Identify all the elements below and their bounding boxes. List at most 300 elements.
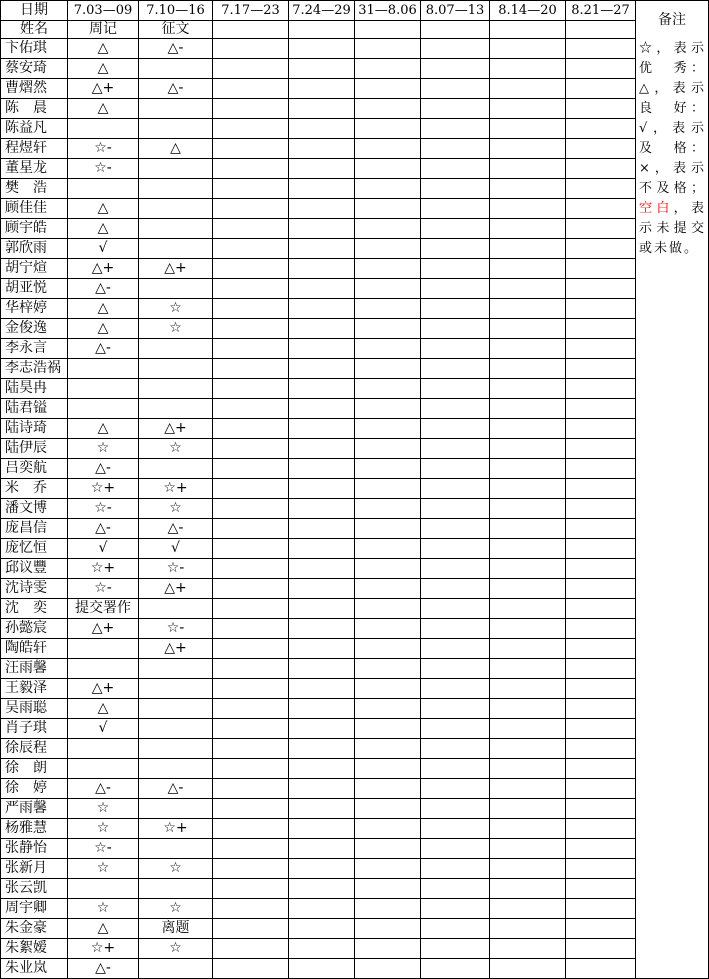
student-name: 华梓婷 — [1, 299, 68, 319]
grade-week-3 — [213, 839, 289, 859]
grade-week-2 — [139, 459, 213, 479]
grade-week-6 — [421, 799, 490, 819]
table-row — [1, 199, 709, 219]
week-header-2: 7.10—16 — [139, 1, 213, 21]
grade-week-8 — [566, 99, 636, 119]
table-row — [1, 679, 709, 699]
grade-week-2: ☆ — [139, 439, 213, 459]
grade-week-6 — [421, 299, 490, 319]
grade-week-7 — [490, 359, 566, 379]
grade-week-1: △- — [68, 779, 139, 799]
grade-week-1: △ — [68, 919, 139, 939]
grade-week-3 — [213, 659, 289, 679]
grade-week-5 — [355, 459, 421, 479]
student-name: 庞忆恒 — [1, 539, 68, 559]
grade-week-2 — [139, 739, 213, 759]
table-row — [1, 779, 709, 799]
grade-week-6 — [421, 99, 490, 119]
student-name: 曹熠然 — [1, 79, 68, 99]
grade-week-1: √ — [68, 719, 139, 739]
grade-week-2 — [139, 359, 213, 379]
grade-week-7 — [490, 299, 566, 319]
grade-week-1: △ — [68, 219, 139, 239]
grade-week-6 — [421, 499, 490, 519]
grade-week-6 — [421, 699, 490, 719]
notes-text: 不及格； — [639, 181, 706, 196]
grade-week-8 — [566, 459, 636, 479]
grade-week-7 — [490, 539, 566, 559]
grade-week-5 — [355, 419, 421, 439]
student-name: 米 乔 — [1, 479, 68, 499]
grade-week-7 — [490, 399, 566, 419]
grade-week-1: ☆ — [68, 859, 139, 879]
grade-week-3 — [213, 459, 289, 479]
grade-week-1 — [68, 359, 139, 379]
notes-line — [639, 179, 706, 199]
grade-week-7 — [490, 899, 566, 919]
grade-week-4 — [289, 319, 355, 339]
table-row — [1, 899, 709, 919]
grade-week-2 — [139, 879, 213, 899]
grade-week-3 — [213, 239, 289, 259]
grade-week-8 — [566, 139, 636, 159]
table-row — [1, 359, 709, 379]
table-row — [1, 139, 709, 159]
grade-week-3 — [213, 619, 289, 639]
table-row — [1, 559, 709, 579]
grade-week-2 — [139, 99, 213, 119]
grade-week-7 — [490, 159, 566, 179]
grade-week-6 — [421, 959, 490, 979]
grade-week-1 — [68, 759, 139, 779]
grade-week-4 — [289, 679, 355, 699]
grade-week-4 — [289, 519, 355, 539]
grade-week-4 — [289, 299, 355, 319]
grade-week-3 — [213, 919, 289, 939]
grade-week-6 — [421, 379, 490, 399]
grade-week-8 — [566, 899, 636, 919]
notes-line — [639, 159, 706, 179]
grade-week-1: △ — [68, 419, 139, 439]
grade-week-4 — [289, 399, 355, 419]
grade-week-4 — [289, 59, 355, 79]
grade-week-7 — [490, 959, 566, 979]
grade-week-4 — [289, 99, 355, 119]
grade-week-2 — [139, 59, 213, 79]
week-header-7: 8.14—20 — [490, 1, 566, 21]
student-name: 李永言 — [1, 339, 68, 359]
grade-week-4 — [289, 919, 355, 939]
student-name: 汪雨馨 — [1, 659, 68, 679]
grade-week-8 — [566, 199, 636, 219]
grade-week-8 — [566, 119, 636, 139]
grade-week-5 — [355, 919, 421, 939]
table-row — [1, 319, 709, 339]
grade-week-6 — [421, 279, 490, 299]
grade-week-1: △- — [68, 519, 139, 539]
week-header-6: 8.07—13 — [421, 1, 490, 21]
grade-week-5 — [355, 159, 421, 179]
grade-week-7 — [490, 559, 566, 579]
student-name: 陈益凡 — [1, 119, 68, 139]
grade-week-6 — [421, 539, 490, 559]
grade-week-5 — [355, 899, 421, 919]
grade-week-4 — [289, 339, 355, 359]
grade-week-5 — [355, 859, 421, 879]
grade-week-1: △+ — [68, 79, 139, 99]
grade-week-3 — [213, 739, 289, 759]
grade-week-8 — [566, 819, 636, 839]
grade-week-1: △ — [68, 199, 139, 219]
grade-week-1: △ — [68, 39, 139, 59]
grade-week-5 — [355, 219, 421, 239]
student-name: 朱业岚 — [1, 959, 68, 979]
grade-week-3 — [213, 119, 289, 139]
week-header-8: 8.21—27 — [566, 1, 636, 21]
grade-week-7 — [490, 519, 566, 539]
grade-week-4 — [289, 639, 355, 659]
grade-week-1: △+ — [68, 679, 139, 699]
grade-week-3 — [213, 299, 289, 319]
table-row — [1, 659, 709, 679]
grade-week-4 — [289, 379, 355, 399]
sub-label-4 — [289, 21, 355, 39]
grade-week-8 — [566, 479, 636, 499]
grade-week-2: ☆+ — [139, 819, 213, 839]
grade-week-4 — [289, 619, 355, 639]
grade-week-2 — [139, 159, 213, 179]
grade-week-7 — [490, 319, 566, 339]
grade-week-1: △- — [68, 959, 139, 979]
grade-week-4 — [289, 79, 355, 99]
grade-week-7 — [490, 39, 566, 59]
grade-week-7 — [490, 499, 566, 519]
grade-week-5 — [355, 879, 421, 899]
grade-week-5 — [355, 279, 421, 299]
grade-week-3 — [213, 199, 289, 219]
grade-week-3 — [213, 419, 289, 439]
grade-week-3 — [213, 219, 289, 239]
table-row — [1, 939, 709, 959]
notes-line — [639, 139, 706, 159]
table-row — [1, 379, 709, 399]
grade-week-6 — [421, 339, 490, 359]
student-name: 吴雨聪 — [1, 699, 68, 719]
grade-week-3 — [213, 59, 289, 79]
table-row — [1, 579, 709, 599]
grade-week-4 — [289, 599, 355, 619]
table-row — [1, 739, 709, 759]
grade-week-5 — [355, 619, 421, 639]
grade-week-7 — [490, 239, 566, 259]
grade-week-1 — [68, 639, 139, 659]
grade-week-8 — [566, 739, 636, 759]
grade-week-8 — [566, 859, 636, 879]
grade-week-6 — [421, 919, 490, 939]
grade-week-6 — [421, 39, 490, 59]
grade-week-2 — [139, 219, 213, 239]
grade-week-3 — [213, 959, 289, 979]
student-name: 朱金豪 — [1, 919, 68, 939]
grade-week-4 — [289, 459, 355, 479]
grade-week-6 — [421, 139, 490, 159]
grade-week-5 — [355, 499, 421, 519]
table-row — [1, 99, 709, 119]
grade-week-3 — [213, 699, 289, 719]
grade-week-6 — [421, 819, 490, 839]
grade-week-2: △+ — [139, 419, 213, 439]
grade-week-5 — [355, 699, 421, 719]
grade-week-7 — [490, 619, 566, 639]
grade-week-3 — [213, 279, 289, 299]
grade-week-5 — [355, 639, 421, 659]
grade-week-6 — [421, 899, 490, 919]
notes-text: 示未提交 — [639, 221, 706, 236]
student-name: 蔡安琦 — [1, 59, 68, 79]
sub-label-1: 周记 — [68, 21, 139, 39]
grade-week-1 — [68, 399, 139, 419]
grade-week-6 — [421, 939, 490, 959]
grade-week-4 — [289, 419, 355, 439]
grade-week-7 — [490, 179, 566, 199]
grade-week-2: √ — [139, 539, 213, 559]
student-name: 陆诗琦 — [1, 419, 68, 439]
week-header-4: 7.24—29 — [289, 1, 355, 21]
grade-week-8 — [566, 879, 636, 899]
grade-week-7 — [490, 79, 566, 99]
grade-week-3 — [213, 79, 289, 99]
grade-week-1: ☆ — [68, 899, 139, 919]
table-row — [1, 419, 709, 439]
table-row — [1, 539, 709, 559]
grade-week-3 — [213, 719, 289, 739]
grade-week-1: △- — [68, 279, 139, 299]
grade-week-6 — [421, 59, 490, 79]
grade-week-7 — [490, 439, 566, 459]
student-name: 郭欣雨 — [1, 239, 68, 259]
grade-week-5 — [355, 519, 421, 539]
notes-text: 及 格： — [639, 141, 706, 156]
grade-week-2: ☆- — [139, 559, 213, 579]
grade-week-1: ☆+ — [68, 559, 139, 579]
grade-week-4 — [289, 139, 355, 159]
grade-week-7 — [490, 639, 566, 659]
grade-week-6 — [421, 359, 490, 379]
grade-week-2 — [139, 839, 213, 859]
grade-week-2: ☆ — [139, 859, 213, 879]
table-row — [1, 439, 709, 459]
notes-column — [636, 1, 709, 979]
grade-week-8 — [566, 579, 636, 599]
grade-week-6 — [421, 639, 490, 659]
grade-week-7 — [490, 779, 566, 799]
grade-week-8 — [566, 559, 636, 579]
grade-week-2: 离题 — [139, 919, 213, 939]
grade-week-7 — [490, 799, 566, 819]
grade-week-1: △ — [68, 319, 139, 339]
grade-week-1 — [68, 739, 139, 759]
grade-week-3 — [213, 639, 289, 659]
grade-week-5 — [355, 399, 421, 419]
grade-week-4 — [289, 699, 355, 719]
student-name: 陈 晨 — [1, 99, 68, 119]
grade-week-5 — [355, 299, 421, 319]
grade-week-2: ☆ — [139, 499, 213, 519]
grade-week-3 — [213, 799, 289, 819]
grade-week-3 — [213, 479, 289, 499]
grade-week-1: ☆ — [68, 819, 139, 839]
grade-week-7 — [490, 579, 566, 599]
grade-week-7 — [490, 99, 566, 119]
student-name: 周宇卿 — [1, 899, 68, 919]
grade-week-7 — [490, 259, 566, 279]
grade-week-6 — [421, 199, 490, 219]
grade-week-7 — [490, 819, 566, 839]
grade-week-2: △- — [139, 779, 213, 799]
notes-text: √，表示 — [639, 121, 706, 136]
grade-week-1: √ — [68, 239, 139, 259]
sub-label-8 — [566, 21, 636, 39]
grade-week-8 — [566, 439, 636, 459]
grade-week-8 — [566, 259, 636, 279]
grade-week-8 — [566, 959, 636, 979]
notes-highlight: 空白 — [639, 201, 674, 216]
grade-week-8 — [566, 419, 636, 439]
notes-line — [639, 79, 706, 99]
grade-week-1: △ — [68, 699, 139, 719]
sub-label-3 — [213, 21, 289, 39]
grade-week-5 — [355, 659, 421, 679]
grade-week-6 — [421, 879, 490, 899]
grade-week-2: △+ — [139, 579, 213, 599]
grade-week-5 — [355, 99, 421, 119]
grade-week-3 — [213, 139, 289, 159]
grade-week-8 — [566, 799, 636, 819]
grade-week-2: ☆ — [139, 939, 213, 959]
grade-week-1: △- — [68, 339, 139, 359]
grade-week-5 — [355, 599, 421, 619]
grade-week-2 — [139, 759, 213, 779]
table-row — [1, 719, 709, 739]
grade-week-6 — [421, 439, 490, 459]
grade-week-5 — [355, 939, 421, 959]
grade-week-1: ☆- — [68, 159, 139, 179]
grade-week-6 — [421, 519, 490, 539]
grade-week-3 — [213, 579, 289, 599]
grade-week-2 — [139, 399, 213, 419]
grade-week-1 — [68, 119, 139, 139]
table-row — [1, 59, 709, 79]
grade-week-6 — [421, 559, 490, 579]
grade-week-3 — [213, 319, 289, 339]
grade-week-4 — [289, 839, 355, 859]
grade-week-6 — [421, 779, 490, 799]
grade-week-1: √ — [68, 539, 139, 559]
grade-week-4 — [289, 559, 355, 579]
grade-week-2: ☆ — [139, 299, 213, 319]
student-name: 张静怡 — [1, 839, 68, 859]
student-name: 程煜轩 — [1, 139, 68, 159]
grade-week-1: △ — [68, 99, 139, 119]
grade-week-2: ☆ — [139, 319, 213, 339]
grade-week-6 — [421, 839, 490, 859]
grade-week-8 — [566, 279, 636, 299]
grade-week-6 — [421, 319, 490, 339]
grade-week-3 — [213, 819, 289, 839]
grade-week-1: ☆- — [68, 139, 139, 159]
grade-week-1: ☆ — [68, 439, 139, 459]
grade-week-2: ☆+ — [139, 479, 213, 499]
table-row — [1, 959, 709, 979]
grade-week-5 — [355, 379, 421, 399]
grade-week-6 — [421, 259, 490, 279]
table-row — [1, 799, 709, 819]
grade-week-7 — [490, 839, 566, 859]
grade-week-8 — [566, 519, 636, 539]
student-name: 徐 朗 — [1, 759, 68, 779]
table-row — [1, 459, 709, 479]
week-header-5: 31—8.06 — [355, 1, 421, 21]
grade-week-8 — [566, 499, 636, 519]
grade-week-4 — [289, 239, 355, 259]
grade-week-6 — [421, 419, 490, 439]
notes-text: ，表 — [673, 201, 706, 216]
grade-week-7 — [490, 719, 566, 739]
student-name: 卞佑琪 — [1, 39, 68, 59]
notes-body — [636, 39, 708, 259]
grade-week-7 — [490, 119, 566, 139]
grade-week-2: ☆- — [139, 619, 213, 639]
grade-week-7 — [490, 279, 566, 299]
grade-week-1: ☆- — [68, 839, 139, 859]
student-name: 樊 浩 — [1, 179, 68, 199]
grade-week-7 — [490, 739, 566, 759]
grade-week-1: △+ — [68, 619, 139, 639]
grade-week-2 — [139, 179, 213, 199]
notes-line — [639, 219, 706, 239]
grade-week-3 — [213, 99, 289, 119]
grade-week-4 — [289, 719, 355, 739]
grade-week-2 — [139, 199, 213, 219]
grade-week-2: ☆ — [139, 899, 213, 919]
grade-week-7 — [490, 419, 566, 439]
grade-week-1: ☆- — [68, 579, 139, 599]
grade-week-7 — [490, 679, 566, 699]
grade-week-4 — [289, 359, 355, 379]
grade-week-1: ☆+ — [68, 939, 139, 959]
grade-week-3 — [213, 179, 289, 199]
grade-week-7 — [490, 459, 566, 479]
grade-week-3 — [213, 39, 289, 59]
grade-week-7 — [490, 659, 566, 679]
table-row — [1, 39, 709, 59]
grade-week-2: △- — [139, 39, 213, 59]
student-name: 张新月 — [1, 859, 68, 879]
table-row — [1, 699, 709, 719]
grade-week-3 — [213, 519, 289, 539]
grade-week-4 — [289, 479, 355, 499]
grade-week-6 — [421, 219, 490, 239]
grade-week-3 — [213, 599, 289, 619]
grade-week-5 — [355, 39, 421, 59]
table-row — [1, 279, 709, 299]
grade-week-8 — [566, 939, 636, 959]
sub-label-7 — [490, 21, 566, 39]
grade-week-7 — [490, 199, 566, 219]
grade-week-1 — [68, 879, 139, 899]
grade-week-8 — [566, 919, 636, 939]
student-name: 严雨馨 — [1, 799, 68, 819]
